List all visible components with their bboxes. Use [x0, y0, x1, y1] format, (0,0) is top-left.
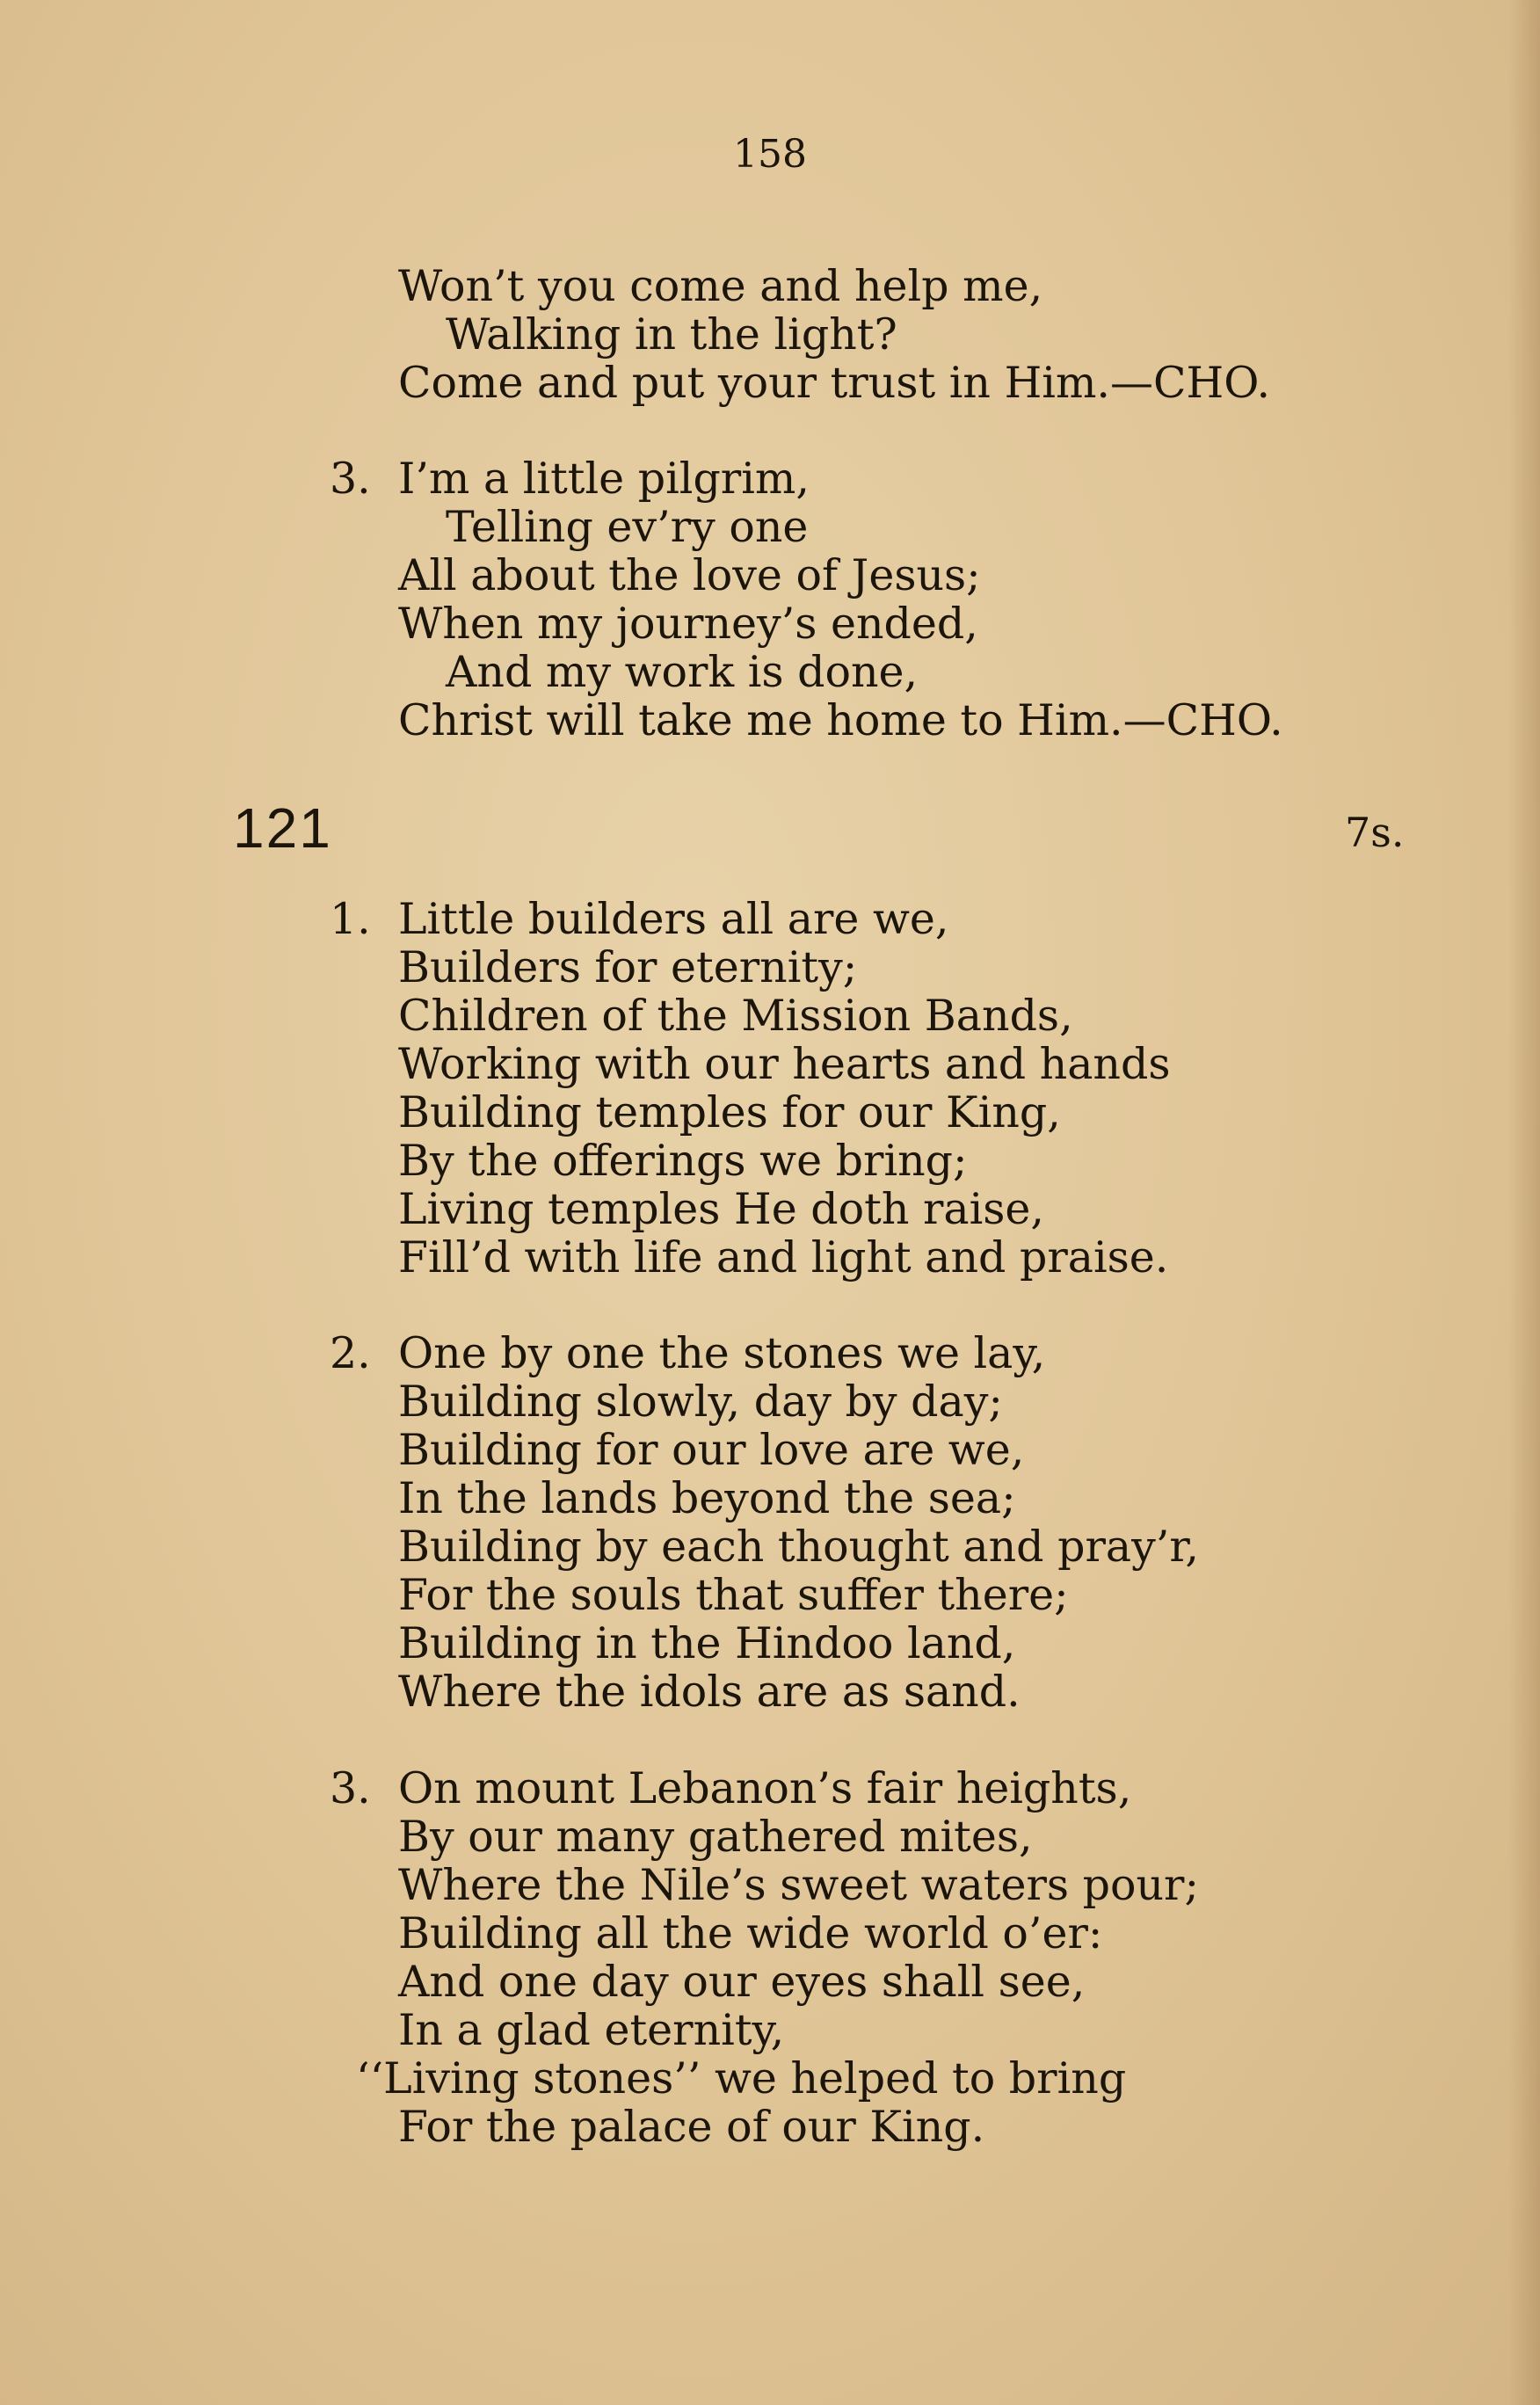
verse-line: Building all the wide world o’er:	[398, 1908, 1103, 1958]
verse-line: By our many gathered mites,	[398, 1812, 1033, 1862]
page-edge-shadow	[1508, 0, 1540, 2405]
verse-line: Won’t you come and help me,	[398, 261, 1043, 311]
verse-line: All about the love of Jesus;	[398, 550, 981, 600]
verse-line: Walking in the light?	[446, 309, 897, 360]
stanza-number: 3.	[330, 1763, 371, 1813]
verse-line: Telling ev’ry one	[446, 502, 809, 552]
verse-line: ‘‘Living stones’’ we helped to bring	[356, 2053, 1127, 2103]
verse-line: For the souls that suffer there;	[398, 1570, 1069, 1620]
verse-line: Living temples He doth raise,	[398, 1184, 1044, 1234]
page-number: 158	[733, 132, 807, 177]
verse-line: And one day our eyes shall see,	[398, 1957, 1086, 2007]
verse-line: Come and put your trust in Him.—CHO.	[398, 358, 1271, 408]
verse-line: Building in the Hindoo land,	[398, 1618, 1016, 1668]
verse-line: Builders for eternity;	[398, 942, 858, 992]
verse-line: By the offerings we bring;	[398, 1136, 968, 1186]
verse-line: I’m a little pilgrim,	[398, 454, 810, 504]
verse-line: In a glad eternity,	[398, 2005, 785, 2055]
verse-line: Where the idols are as sand.	[398, 1667, 1021, 1717]
verse-line: On mount Lebanon’s fair heights,	[398, 1763, 1132, 1813]
verse-line: Children of the Mission Bands,	[398, 991, 1073, 1041]
verse-line: Building temples for our King,	[398, 1087, 1061, 1137]
stanza-number: 2.	[330, 1328, 371, 1378]
verse-line: Little builders all are we,	[398, 894, 949, 944]
verse-line: Building slowly, day by day;	[398, 1377, 1003, 1427]
hymn-number: 121	[233, 796, 332, 860]
stanza-number: 1.	[330, 894, 371, 944]
verse-line: Fill’d with life and light and praise.	[398, 1232, 1169, 1282]
verse-line: For the palace of our King.	[398, 2102, 985, 2152]
verse-line: Christ will take me home to Him.—CHO.	[398, 695, 1283, 745]
hymn-meter: 7s.	[1345, 809, 1405, 856]
verse-line: One by one the stones we lay,	[398, 1328, 1046, 1378]
verse-line: And my work is done,	[446, 647, 919, 697]
verse-line: Working with our hearts and hands	[398, 1039, 1171, 1089]
verse-line: Building for our love are we,	[398, 1425, 1025, 1475]
verse-line: When my journey’s ended,	[398, 599, 978, 649]
verse-line: In the lands beyond the sea;	[398, 1473, 1016, 1523]
verse-line: Where the Nile’s sweet waters pour;	[398, 1860, 1199, 1910]
verse-line: Building by each thought and pray’r,	[398, 1522, 1199, 1572]
stanza-number: 3.	[330, 454, 371, 504]
